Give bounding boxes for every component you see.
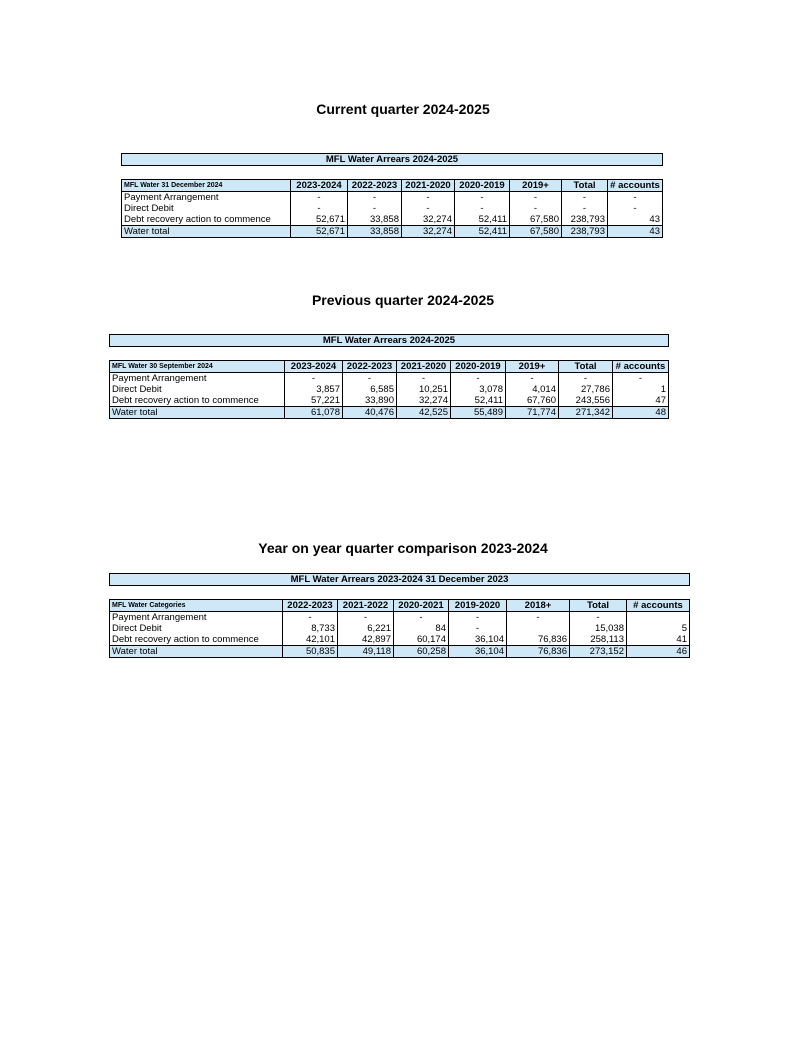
row-label: Direct Debit	[122, 203, 291, 214]
column-header: 2020-2019	[451, 361, 506, 373]
total-cell: 46	[627, 646, 690, 658]
table-cell: 60,174	[394, 634, 449, 646]
column-header: 2018+	[507, 600, 570, 612]
column-header: 2022-2023	[348, 180, 402, 192]
table-cell: 3,857	[285, 384, 343, 395]
table-cell: 52,411	[451, 395, 506, 407]
table-row	[110, 373, 669, 385]
column-header: Total	[570, 600, 627, 612]
total-cell: 52,411	[455, 226, 510, 238]
column-header: # accounts	[627, 600, 690, 612]
total-cell: 76,836	[507, 646, 570, 658]
table-cell: 4,014	[506, 384, 559, 395]
table-row	[110, 384, 669, 395]
header-category-label: MFL Water Categories	[110, 600, 283, 612]
table-cell: -	[559, 373, 613, 385]
column-header: 2022-2023	[343, 361, 397, 373]
table-cell: -	[343, 373, 397, 385]
table-row	[110, 623, 690, 634]
row-label: Debt recovery action to commence	[110, 634, 283, 646]
table-cell: 33,890	[343, 395, 397, 407]
table-cell: -	[449, 612, 507, 624]
row-label: Direct Debit	[110, 384, 285, 395]
arrears-grid	[121, 179, 663, 238]
section-heading-yoy: Year on year quarter comparison 2023-2024	[258, 540, 548, 556]
table-title: MFL Water Arrears 2024-2025	[121, 153, 663, 166]
row-label: Debt recovery action to commence	[110, 395, 285, 407]
column-header: 2020-2021	[394, 600, 449, 612]
column-header: Total	[559, 361, 613, 373]
total-cell: 43	[608, 226, 663, 238]
table-cell: 243,556	[559, 395, 613, 407]
table-cell: 84	[394, 623, 449, 634]
table-cell: -	[507, 612, 570, 624]
total-cell: 61,078	[285, 407, 343, 419]
column-header: 2022-2023	[283, 600, 338, 612]
table-cell: -	[449, 623, 507, 634]
table-cell: 36,104	[449, 634, 507, 646]
total-cell: 238,793	[562, 226, 608, 238]
table-cell: 42,101	[283, 634, 338, 646]
table-row	[122, 214, 663, 226]
table-cell: 1	[613, 384, 669, 395]
table-cell: -	[397, 373, 451, 385]
table-cell: 6,585	[343, 384, 397, 395]
table-cell: 6,221	[338, 623, 394, 634]
table-cell: 5	[627, 623, 690, 634]
column-header: 2019-2020	[449, 600, 507, 612]
total-cell: 271,342	[559, 407, 613, 419]
table-cell: -	[570, 612, 627, 624]
table-cell: 15,038	[570, 623, 627, 634]
table-cell: -	[291, 192, 348, 204]
row-label: Payment Arrangement	[110, 612, 283, 624]
table-cell	[507, 623, 570, 634]
table-cell: -	[451, 373, 506, 385]
total-label: Water total	[122, 226, 291, 238]
table-cell: 33,858	[348, 214, 402, 226]
column-header: 2021-2022	[338, 600, 394, 612]
table-row	[110, 634, 690, 646]
table-cell: 3,078	[451, 384, 506, 395]
total-cell: 273,152	[570, 646, 627, 658]
total-row	[110, 407, 669, 419]
total-cell: 71,774	[506, 407, 559, 419]
table-cell: 67,580	[510, 214, 562, 226]
column-header: 2021-2020	[397, 361, 451, 373]
table-cell: 8,733	[283, 623, 338, 634]
column-header: 2023-2024	[291, 180, 348, 192]
table-cell: -	[402, 192, 455, 204]
header-row	[122, 180, 663, 192]
total-cell: 55,489	[451, 407, 506, 419]
table-cell: -	[562, 192, 608, 204]
table-cell: 32,274	[397, 395, 451, 407]
row-label: Debt recovery action to commence	[122, 214, 291, 226]
table-cell: -	[291, 203, 348, 214]
table-cell: 52,411	[455, 214, 510, 226]
row-label: Payment Arrangement	[110, 373, 285, 385]
arrears-grid	[109, 599, 690, 658]
table-cell: 52,671	[291, 214, 348, 226]
table-cell: -	[613, 373, 669, 385]
table-cell: -	[608, 203, 663, 214]
column-header: 2021-2020	[402, 180, 455, 192]
table-row	[122, 203, 663, 214]
table-cell: -	[455, 203, 510, 214]
arrears-grid	[109, 360, 669, 419]
total-label: Water total	[110, 646, 283, 658]
row-label: Payment Arrangement	[122, 192, 291, 204]
total-cell: 67,580	[510, 226, 562, 238]
total-cell: 49,118	[338, 646, 394, 658]
column-header: # accounts	[608, 180, 663, 192]
table-cell: 10,251	[397, 384, 451, 395]
total-cell: 50,835	[283, 646, 338, 658]
header-category-label: MFL Water 31 December 2024	[122, 180, 291, 192]
column-header: 2019+	[506, 361, 559, 373]
header-row	[110, 361, 669, 373]
table-cell: 238,793	[562, 214, 608, 226]
total-row	[110, 646, 690, 658]
table-title: MFL Water Arrears 2024-2025	[109, 334, 669, 347]
table-cell: -	[338, 612, 394, 624]
total-cell: 60,258	[394, 646, 449, 658]
table-cell: 27,786	[559, 384, 613, 395]
column-header: Total	[562, 180, 608, 192]
table-cell: 57,221	[285, 395, 343, 407]
total-cell: 48	[613, 407, 669, 419]
table-cell: 41	[627, 634, 690, 646]
table-cell: -	[608, 192, 663, 204]
table-cell: -	[562, 203, 608, 214]
total-label: Water total	[110, 407, 285, 419]
total-cell: 52,671	[291, 226, 348, 238]
total-cell: 33,858	[348, 226, 402, 238]
total-cell: 32,274	[402, 226, 455, 238]
table-cell	[627, 612, 690, 624]
column-header: # accounts	[613, 361, 669, 373]
table-cell: -	[283, 612, 338, 624]
table-cell: -	[348, 203, 402, 214]
total-cell: 40,476	[343, 407, 397, 419]
table-row	[122, 192, 663, 204]
table-cell: -	[348, 192, 402, 204]
table-cell: 67,760	[506, 395, 559, 407]
column-header: 2020-2019	[455, 180, 510, 192]
table-row	[110, 395, 669, 407]
table-cell: 258,113	[570, 634, 627, 646]
table-cell: -	[394, 612, 449, 624]
total-cell: 42,525	[397, 407, 451, 419]
row-label: Direct Debit	[110, 623, 283, 634]
table-cell: -	[455, 192, 510, 204]
table-cell: 32,274	[402, 214, 455, 226]
column-header: 2023-2024	[285, 361, 343, 373]
table-cell: 47	[613, 395, 669, 407]
table-cell: 43	[608, 214, 663, 226]
table-cell: -	[285, 373, 343, 385]
header-category-label: MFL Water 30 September 2024	[110, 361, 285, 373]
header-row	[110, 600, 690, 612]
total-row	[122, 226, 663, 238]
section-heading-current: Current quarter 2024-2025	[316, 101, 490, 117]
table-cell: -	[402, 203, 455, 214]
table-row	[110, 612, 690, 624]
table-cell: -	[510, 203, 562, 214]
total-cell: 36,104	[449, 646, 507, 658]
table-title: MFL Water Arrears 2023-2024 31 December 2023	[109, 573, 690, 586]
column-header: 2019+	[510, 180, 562, 192]
table-cell: -	[506, 373, 559, 385]
table-cell: 42,897	[338, 634, 394, 646]
table-cell: -	[510, 192, 562, 204]
section-heading-previous: Previous quarter 2024-2025	[311, 292, 495, 308]
table-cell: 76,836	[507, 634, 570, 646]
